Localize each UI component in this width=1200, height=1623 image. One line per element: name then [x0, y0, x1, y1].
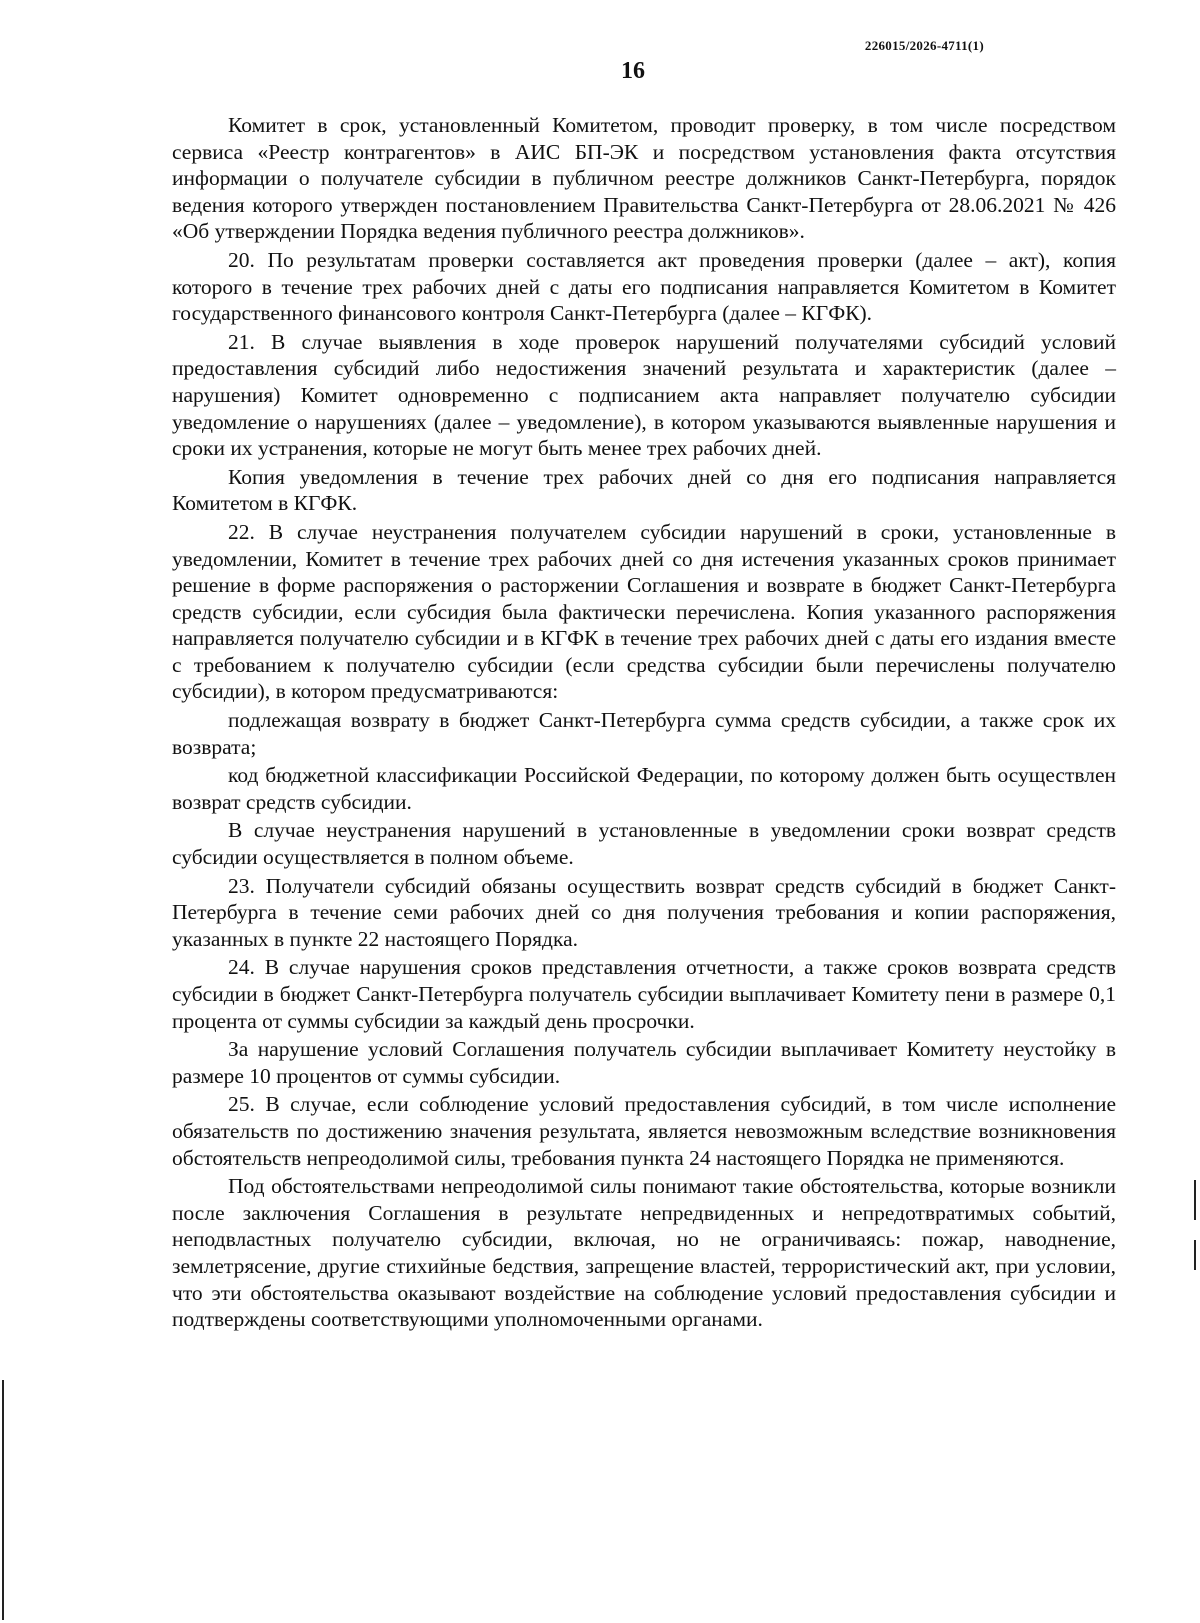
paragraph-22-full-refund: В случае неустранения нарушений в установленные в уведомлении сроки возврат средств субсидии осуществляется в полном объеме. [172, 818, 1116, 870]
document-registration-number: 226015/2026-4711(1) [864, 38, 984, 53]
paragraph-24-penalty: За нарушение условий Соглашения получатель субсидии выплачивает Комитету неустойку в размере 10 процентов от суммы субсидии. [172, 1037, 1116, 1088]
document-body [172, 112, 1116, 1335]
paragraph-22-refund-amount: подлежащая возврату в бюджет Санкт-Петербурга сумма средств субсидии, а также срок их возврата; [172, 708, 1116, 759]
paragraph-25: 25. В случае, если соблюдение условий предоставления субсидий, в том числе исполнение обязательств по достижению значения результата, является невозможным вследствие возникновения обстоятельств непреодолимой силы, требования пункта 24 настоящего Порядка не применяются. [172, 1092, 1116, 1170]
paragraph-24: 24. В случае нарушения сроков представления отчетности, а также сроков возврата средств субсидии в бюджет Санкт-Петербурга получатель субсидии выплачивает Комитету пени в размере 0,1 процента от суммы субсидии за каждый день просрочки. [172, 955, 1116, 1033]
paragraph-22-budget-code: код бюджетной классификации Российской Федерации, по которому должен быть осуществлен возврат средств субсидии. [172, 763, 1116, 814]
scan-edge-mark-right [1194, 1180, 1196, 1220]
paragraph-22: 22. В случае неустранения получателем субсидии нарушений в сроки, установленные в уведомлении, Комитет в течение трех рабочих дней со дня истечения указанных сроков принимает решение в форме распоряжения о расторжении Соглашения и возврате в бюджет Санкт-Петербурга средств субсидии, если субсидия была фактически перечислена. Копия указанного распоряжения направляется получателю субсидии и в КГФК в течение трех рабочих дней с даты его издания вместе с требованием к получателю субсидии (если средства субсидии были перечислены получателю субсидии), в котором предусматриваются: [172, 519, 1116, 704]
paragraph-25-force-majeure-definition: Под обстоятельствами непреодолимой силы понимают такие обстоятельства, которые возникли после заключения Соглашения в результате непредвиденных и непредотвратимых событий, неподвластных получателю субсидии, включая, но не ограничиваясь: пожар, наводнение, землетрясение, другие стихийные бедствия, запрещение властей, террористический акт, при условии, что эти обстоятельства оказывают воздействие на соблюдение условий предоставления субсидии и подтверждены соответствующими уполномоченными органами. [172, 1174, 1116, 1332]
paragraph-20: 20. По результатам проверки составляется акт проведения проверки (далее – акт), копия которого в течение трех рабочих дней с даты его подписания направляется Комитетом в Комитет государственного финансового контроля Санкт-Петербурга (далее – КГФК). [172, 247, 1116, 326]
scan-edge-mark-left [2, 1380, 4, 1620]
paragraph-23: 23. Получатели субсидий обязаны осуществить возврат средств субсидий в бюджет Санкт-Петербурга в течение семи рабочих дней со дня получения требования и копии распоряжения, указанных в пункте 22 настоящего Порядка. [172, 873, 1116, 951]
paragraph-21-copy-notice: Копия уведомления в течение трех рабочих дней со дня его подписания направляется Комитетом в КГФК. [172, 464, 1116, 516]
paragraph-21: 21. В случае выявления в ходе проверок нарушений получателями субсидий условий предоставления субсидий либо недостижения значений результата и характеристик (далее – нарушения) Комитет одновременно с подписанием акта направляет получателю субсидии уведомление о нарушениях (далее – уведомление), в котором указываются выявленные нарушения и сроки их устранения, которые не могут быть менее трех рабочих дней. [172, 329, 1116, 461]
scan-edge-mark-right-lower [1194, 1240, 1196, 1270]
paragraph-19-continuation: Комитет в срок, установленный Комитетом, проводит проверку, в том числе посредством сервиса «Реестр контрагентов» в АИС БП-ЭК и посредством установления факта отсутствия информации о получателе субсидии в публичном реестре должников Санкт-Петербурга, порядок ведения которого утвержден постановлением Правительства Санкт-Петербурга от 28.06.2021 № 426 «Об утверждении Порядка ведения публичного реестра должников». [172, 113, 1116, 244]
page-number: 16 [621, 58, 645, 84]
